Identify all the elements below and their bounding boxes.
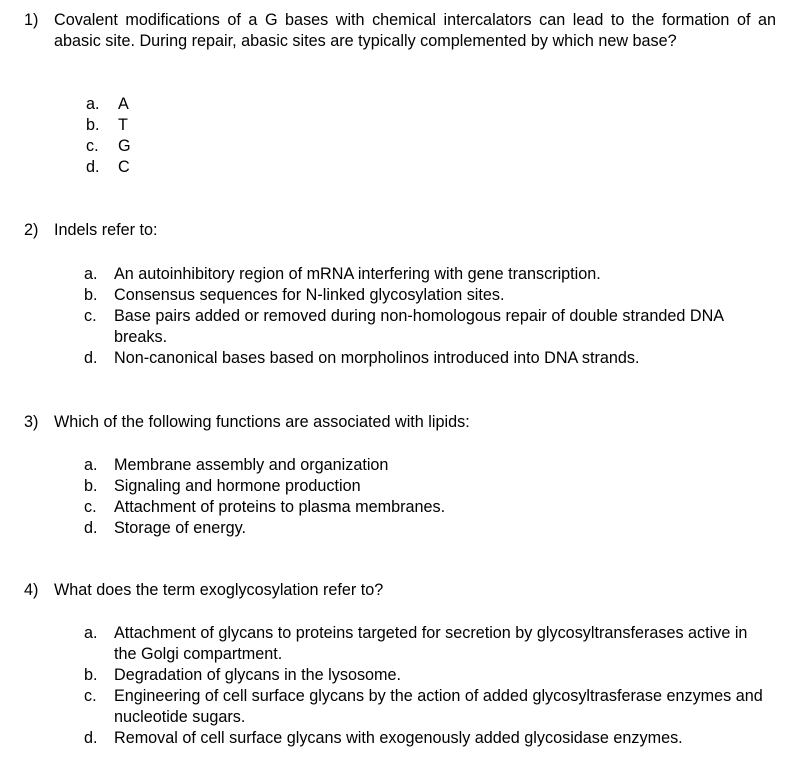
option-letter: c. (84, 687, 97, 705)
option-text: G (118, 137, 131, 155)
option-letter: d. (84, 349, 98, 367)
question-stem (24, 220, 776, 241)
answer-option (84, 264, 774, 285)
answer-option (84, 665, 774, 686)
option-letter: b. (86, 116, 100, 134)
question-stem (24, 580, 776, 601)
question-3 (24, 412, 776, 433)
option-letter: a. (86, 95, 100, 113)
option-text: Attachment of proteins to plasma membranes. (114, 498, 446, 516)
answer-option (84, 623, 774, 665)
option-letter: c. (86, 137, 99, 155)
option-text: Engineering of cell surface glycans by the action of added glycosyltrasferase enzymes and nucleotide sugars. (114, 687, 763, 726)
answer-option (86, 94, 786, 115)
option-letter: b. (84, 666, 98, 684)
answer-option (84, 686, 774, 728)
question-text: What does the term exoglycosylation refer to? (54, 581, 384, 599)
answer-option (86, 157, 786, 178)
question-1 (24, 10, 776, 52)
option-text: C (118, 158, 130, 176)
option-letter: d. (84, 519, 98, 537)
option-text: Signaling and hormone production (114, 477, 361, 495)
question-stem (24, 412, 776, 433)
question-number: 2) (24, 221, 39, 239)
option-letter: a. (84, 624, 98, 642)
answer-option (84, 348, 774, 369)
question-stem (24, 10, 776, 52)
option-text: A (118, 95, 129, 113)
question-number: 1) (24, 11, 39, 29)
answer-option (84, 497, 784, 518)
question-4 (24, 580, 776, 601)
option-letter: b. (84, 477, 98, 495)
answer-option (84, 455, 784, 476)
answer-options-1 (86, 94, 786, 178)
option-text: Degradation of glycans in the lysosome. (114, 666, 402, 684)
option-text: Removal of cell surface glycans with exogenously added glycosidase enzymes. (114, 729, 683, 747)
answer-option (84, 728, 774, 749)
answer-option (84, 518, 784, 539)
answer-options-2 (84, 264, 774, 369)
question-text: Which of the following functions are associated with lipids: (54, 413, 470, 431)
option-text: Storage of energy. (114, 519, 246, 537)
option-letter: d. (86, 158, 100, 176)
option-text: T (118, 116, 128, 134)
answer-options-4 (84, 623, 774, 749)
question-text: Covalent modifications of a G bases with chemical intercalators can lead to the formation of an abasic site. During repair, abasic sites are typically complemented by which new base? (54, 11, 776, 50)
option-text: Consensus sequences for N-linked glycosylation sites. (114, 286, 505, 304)
option-letter: c. (84, 498, 97, 516)
question-number: 3) (24, 413, 39, 431)
answer-option (84, 285, 774, 306)
option-letter: a. (84, 265, 98, 283)
question-number: 4) (24, 581, 39, 599)
answer-option (86, 136, 786, 157)
option-letter: c. (84, 307, 97, 325)
answer-option (86, 115, 786, 136)
option-text: Non-canonical bases based on morpholinos introduced into DNA strands. (114, 349, 640, 367)
question-2 (24, 220, 776, 241)
option-letter: b. (84, 286, 98, 304)
option-text: Base pairs added or removed during non-homologous repair of double stranded DNA breaks. (114, 307, 724, 346)
answer-option (84, 476, 784, 497)
option-letter: d. (84, 729, 98, 747)
answer-option (84, 306, 774, 348)
answer-options-3 (84, 455, 784, 539)
question-text: Indels refer to: (54, 221, 158, 239)
option-text: Attachment of glycans to proteins targeted for secretion by glycosyltransferases active in the Golgi compartment. (114, 624, 748, 663)
option-letter: a. (84, 456, 98, 474)
option-text: An autoinhibitory region of mRNA interfering with gene transcription. (114, 265, 601, 283)
option-text: Membrane assembly and organization (114, 456, 389, 474)
